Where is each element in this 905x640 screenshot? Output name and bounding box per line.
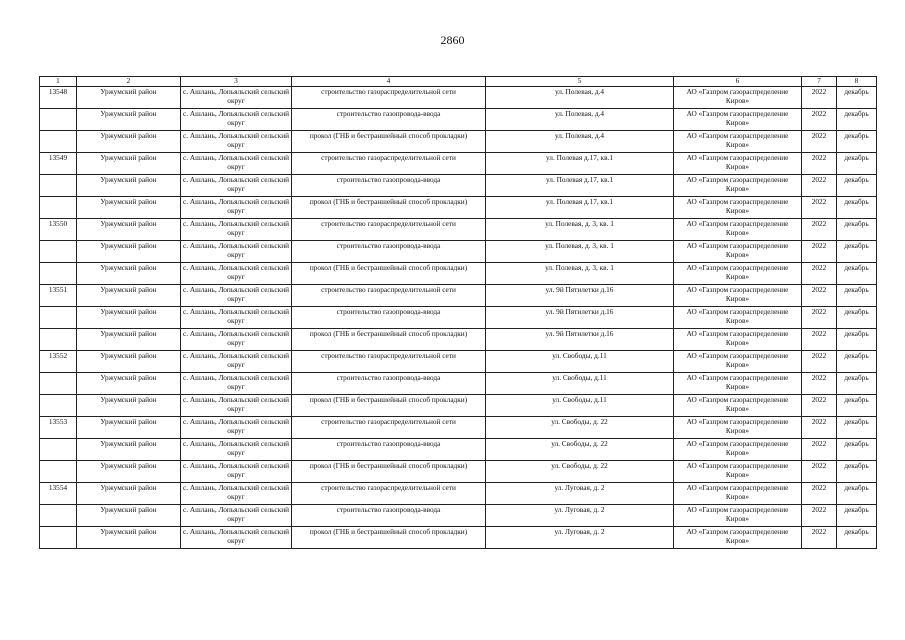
cell-row-number: [40, 131, 77, 153]
header-cell: 5: [486, 77, 674, 87]
cell-locality: с. Ашлань, Лопьяльский сельский округ: [181, 461, 292, 483]
cell-address: ул. Полевая, д.4: [486, 109, 674, 131]
cell-address: ул. 9й Пятилетки д.16: [486, 329, 674, 351]
cell-address: ул. Полевая, д. 3, кв. 1: [486, 263, 674, 285]
cell-month: декабрь: [837, 219, 877, 241]
cell-organization: АО «Газпром газораспределение Киров»: [674, 87, 802, 109]
cell-work-type: строительство газопровода-ввода: [292, 439, 486, 461]
cell-row-number: [40, 395, 77, 417]
table-row: [40, 461, 877, 483]
cell-work-type: прокол (ГНБ и бестраншейный способ прокладки): [292, 263, 486, 285]
cell-year: 2022: [802, 109, 837, 131]
cell-year: 2022: [802, 241, 837, 263]
cell-month: декабрь: [837, 241, 877, 263]
table-row: [40, 197, 877, 219]
cell-locality: с. Ашлань, Лопьяльский сельский округ: [181, 197, 292, 219]
cell-month: декабрь: [837, 153, 877, 175]
cell-organization: АО «Газпром газораспределение Киров»: [674, 505, 802, 527]
cell-year: 2022: [802, 461, 837, 483]
cell-district: Уржумский район: [77, 395, 181, 417]
cell-work-type: прокол (ГНБ и бестраншейный способ прокладки): [292, 527, 486, 549]
cell-organization: АО «Газпром газораспределение Киров»: [674, 395, 802, 417]
cell-address: ул. Свободы, д.11: [486, 351, 674, 373]
cell-address: ул. Луговая, д. 2: [486, 505, 674, 527]
cell-locality: с. Ашлань, Лопьяльский сельский округ: [181, 417, 292, 439]
cell-month: декабрь: [837, 461, 877, 483]
cell-organization: АО «Газпром газораспределение Киров»: [674, 417, 802, 439]
cell-district: Уржумский район: [77, 131, 181, 153]
cell-district: Уржумский район: [77, 153, 181, 175]
cell-work-type: строительство газопровода-ввода: [292, 505, 486, 527]
cell-organization: АО «Газпром газораспределение Киров»: [674, 197, 802, 219]
cell-year: 2022: [802, 219, 837, 241]
cell-year: 2022: [802, 505, 837, 527]
cell-year: 2022: [802, 285, 837, 307]
cell-year: 2022: [802, 307, 837, 329]
cell-year: 2022: [802, 439, 837, 461]
header-cell: 6: [674, 77, 802, 87]
cell-row-number: [40, 109, 77, 131]
cell-locality: с. Ашлань, Лопьяльский сельский округ: [181, 439, 292, 461]
table-row: [40, 285, 877, 307]
cell-organization: АО «Газпром газораспределение Киров»: [674, 153, 802, 175]
cell-row-number: [40, 461, 77, 483]
cell-work-type: строительство газораспределительной сети: [292, 483, 486, 505]
cell-month: декабрь: [837, 285, 877, 307]
cell-organization: АО «Газпром газораспределение Киров»: [674, 307, 802, 329]
cell-year: 2022: [802, 263, 837, 285]
cell-district: Уржумский район: [77, 175, 181, 197]
cell-locality: с. Ашлань, Лопьяльский сельский округ: [181, 505, 292, 527]
header-cell: 1: [40, 77, 77, 87]
cell-month: декабрь: [837, 373, 877, 395]
cell-month: декабрь: [837, 109, 877, 131]
cell-year: 2022: [802, 373, 837, 395]
table-row: [40, 439, 877, 461]
header-cell: 3: [181, 77, 292, 87]
header-cell: 8: [837, 77, 877, 87]
cell-work-type: строительство газопровода-ввода: [292, 373, 486, 395]
cell-organization: АО «Газпром газораспределение Киров»: [674, 109, 802, 131]
cell-locality: с. Ашлань, Лопьяльский сельский округ: [181, 483, 292, 505]
cell-district: Уржумский район: [77, 417, 181, 439]
cell-row-number: [40, 505, 77, 527]
cell-locality: с. Ашлань, Лопьяльский сельский округ: [181, 263, 292, 285]
cell-locality: с. Ашлань, Лопьяльский сельский округ: [181, 373, 292, 395]
table-row: [40, 241, 877, 263]
table-row: [40, 175, 877, 197]
cell-address: ул. Полевая д.17, кв.1: [486, 153, 674, 175]
cell-month: декабрь: [837, 527, 877, 549]
cell-work-type: прокол (ГНБ и бестраншейный способ прокладки): [292, 461, 486, 483]
cell-year: 2022: [802, 417, 837, 439]
table-row: [40, 527, 877, 549]
cell-locality: с. Ашлань, Лопьяльский сельский округ: [181, 109, 292, 131]
cell-organization: АО «Газпром газораспределение Киров»: [674, 461, 802, 483]
table-row: [40, 109, 877, 131]
cell-district: Уржумский район: [77, 329, 181, 351]
cell-address: ул. 9й Пятилетки д.16: [486, 285, 674, 307]
cell-district: Уржумский район: [77, 197, 181, 219]
table-row: [40, 395, 877, 417]
cell-row-number: [40, 307, 77, 329]
header-cell: 4: [292, 77, 486, 87]
cell-year: 2022: [802, 87, 837, 109]
cell-month: декабрь: [837, 87, 877, 109]
cell-locality: с. Ашлань, Лопьяльский сельский округ: [181, 241, 292, 263]
registry-body: [40, 77, 877, 549]
cell-work-type: строительство газопровода-ввода: [292, 307, 486, 329]
cell-row-number: 13548: [40, 87, 77, 109]
table-header-row: [40, 77, 877, 87]
cell-row-number: [40, 329, 77, 351]
cell-work-type: строительство газораспределительной сети: [292, 285, 486, 307]
table-row: [40, 307, 877, 329]
table-row: [40, 329, 877, 351]
cell-district: Уржумский район: [77, 483, 181, 505]
cell-address: ул. Полевая, д.4: [486, 131, 674, 153]
cell-locality: с. Ашлань, Лопьяльский сельский округ: [181, 307, 292, 329]
table-row: [40, 505, 877, 527]
cell-organization: АО «Газпром газораспределение Киров»: [674, 175, 802, 197]
cell-district: Уржумский район: [77, 461, 181, 483]
table-row: [40, 483, 877, 505]
cell-month: декабрь: [837, 307, 877, 329]
cell-row-number: 13554: [40, 483, 77, 505]
cell-address: ул. Полевая д.17, кв.1: [486, 175, 674, 197]
table-row: [40, 373, 877, 395]
cell-row-number: 13551: [40, 285, 77, 307]
cell-organization: АО «Газпром газораспределение Киров»: [674, 483, 802, 505]
cell-year: 2022: [802, 153, 837, 175]
header-cell: 7: [802, 77, 837, 87]
cell-address: ул. Луговая, д. 2: [486, 527, 674, 549]
cell-address: ул. Свободы, д.11: [486, 395, 674, 417]
cell-address: ул. 9й Пятилетки д.16: [486, 307, 674, 329]
cell-address: ул. Свободы, д. 22: [486, 461, 674, 483]
cell-locality: с. Ашлань, Лопьяльский сельский округ: [181, 219, 292, 241]
table-row: [40, 263, 877, 285]
cell-locality: с. Ашлань, Лопьяльский сельский округ: [181, 87, 292, 109]
cell-row-number: [40, 527, 77, 549]
cell-row-number: 13550: [40, 219, 77, 241]
cell-address: ул. Луговая, д. 2: [486, 483, 674, 505]
cell-month: декабрь: [837, 417, 877, 439]
cell-year: 2022: [802, 197, 837, 219]
table-row: [40, 219, 877, 241]
cell-row-number: [40, 373, 77, 395]
cell-district: Уржумский район: [77, 439, 181, 461]
cell-locality: с. Ашлань, Лопьяльский сельский округ: [181, 153, 292, 175]
cell-address: ул. Полевая, д.4: [486, 87, 674, 109]
cell-year: 2022: [802, 395, 837, 417]
cell-organization: АО «Газпром газораспределение Киров»: [674, 527, 802, 549]
cell-address: ул. Полевая д.17, кв.1: [486, 197, 674, 219]
cell-district: Уржумский район: [77, 373, 181, 395]
cell-work-type: строительство газопровода-ввода: [292, 175, 486, 197]
cell-year: 2022: [802, 329, 837, 351]
cell-district: Уржумский район: [77, 241, 181, 263]
cell-work-type: строительство газопровода-ввода: [292, 241, 486, 263]
cell-organization: АО «Газпром газораспределение Киров»: [674, 219, 802, 241]
cell-month: декабрь: [837, 395, 877, 417]
cell-district: Уржумский район: [77, 307, 181, 329]
cell-district: Уржумский район: [77, 109, 181, 131]
header-cell: 2: [77, 77, 181, 87]
cell-locality: с. Ашлань, Лопьяльский сельский округ: [181, 285, 292, 307]
cell-locality: с. Ашлань, Лопьяльский сельский округ: [181, 131, 292, 153]
cell-year: 2022: [802, 131, 837, 153]
cell-work-type: прокол (ГНБ и бестраншейный способ прокладки): [292, 197, 486, 219]
cell-row-number: 13552: [40, 351, 77, 373]
cell-row-number: [40, 197, 77, 219]
cell-district: Уржумский район: [77, 285, 181, 307]
cell-district: Уржумский район: [77, 505, 181, 527]
cell-work-type: прокол (ГНБ и бестраншейный способ прокладки): [292, 131, 486, 153]
cell-address: ул. Полевая, д. 3, кв. 1: [486, 241, 674, 263]
cell-month: декабрь: [837, 131, 877, 153]
cell-year: 2022: [802, 483, 837, 505]
cell-month: декабрь: [837, 351, 877, 373]
cell-work-type: строительство газопровода-ввода: [292, 109, 486, 131]
page-number: 2860: [440, 33, 465, 47]
cell-address: ул. Свободы, д. 22: [486, 417, 674, 439]
table-row: [40, 87, 877, 109]
cell-row-number: [40, 263, 77, 285]
cell-month: декабрь: [837, 197, 877, 219]
cell-work-type: строительство газораспределительной сети: [292, 87, 486, 109]
cell-address: ул. Свободы, д.11: [486, 373, 674, 395]
cell-row-number: 13549: [40, 153, 77, 175]
cell-work-type: строительство газораспределительной сети: [292, 351, 486, 373]
cell-address: ул. Свободы, д. 22: [486, 439, 674, 461]
cell-district: Уржумский район: [77, 219, 181, 241]
cell-organization: АО «Газпром газораспределение Киров»: [674, 131, 802, 153]
cell-month: декабрь: [837, 263, 877, 285]
cell-row-number: [40, 439, 77, 461]
cell-organization: АО «Газпром газораспределение Киров»: [674, 241, 802, 263]
cell-year: 2022: [802, 527, 837, 549]
cell-locality: с. Ашлань, Лопьяльский сельский округ: [181, 329, 292, 351]
cell-work-type: строительство газораспределительной сети: [292, 417, 486, 439]
table-row: [40, 131, 877, 153]
cell-month: декабрь: [837, 505, 877, 527]
cell-year: 2022: [802, 175, 837, 197]
cell-work-type: прокол (ГНБ и бестраншейный способ прокладки): [292, 329, 486, 351]
cell-organization: АО «Газпром газораспределение Киров»: [674, 439, 802, 461]
cell-locality: с. Ашлань, Лопьяльский сельский округ: [181, 527, 292, 549]
cell-work-type: строительство газораспределительной сети: [292, 219, 486, 241]
cell-locality: с. Ашлань, Лопьяльский сельский округ: [181, 175, 292, 197]
cell-month: декабрь: [837, 175, 877, 197]
cell-locality: с. Ашлань, Лопьяльский сельский округ: [181, 395, 292, 417]
cell-address: ул. Полевая, д. 3, кв. 1: [486, 219, 674, 241]
table-row: [40, 153, 877, 175]
cell-organization: АО «Газпром газораспределение Киров»: [674, 373, 802, 395]
cell-organization: АО «Газпром газораспределение Киров»: [674, 351, 802, 373]
cell-district: Уржумский район: [77, 351, 181, 373]
cell-month: декабрь: [837, 483, 877, 505]
cell-year: 2022: [802, 351, 837, 373]
cell-month: декабрь: [837, 329, 877, 351]
cell-work-type: прокол (ГНБ и бестраншейный способ прокладки): [292, 395, 486, 417]
cell-row-number: [40, 175, 77, 197]
cell-district: Уржумский район: [77, 87, 181, 109]
cell-organization: АО «Газпром газораспределение Киров»: [674, 329, 802, 351]
cell-work-type: строительство газораспределительной сети: [292, 153, 486, 175]
cell-district: Уржумский район: [77, 527, 181, 549]
cell-organization: АО «Газпром газораспределение Киров»: [674, 263, 802, 285]
registry-table: [39, 76, 877, 549]
cell-locality: с. Ашлань, Лопьяльский сельский округ: [181, 351, 292, 373]
cell-organization: АО «Газпром газораспределение Киров»: [674, 285, 802, 307]
cell-row-number: 13553: [40, 417, 77, 439]
table-row: [40, 417, 877, 439]
cell-month: декабрь: [837, 439, 877, 461]
table-row: [40, 351, 877, 373]
cell-row-number: [40, 241, 77, 263]
cell-district: Уржумский район: [77, 263, 181, 285]
